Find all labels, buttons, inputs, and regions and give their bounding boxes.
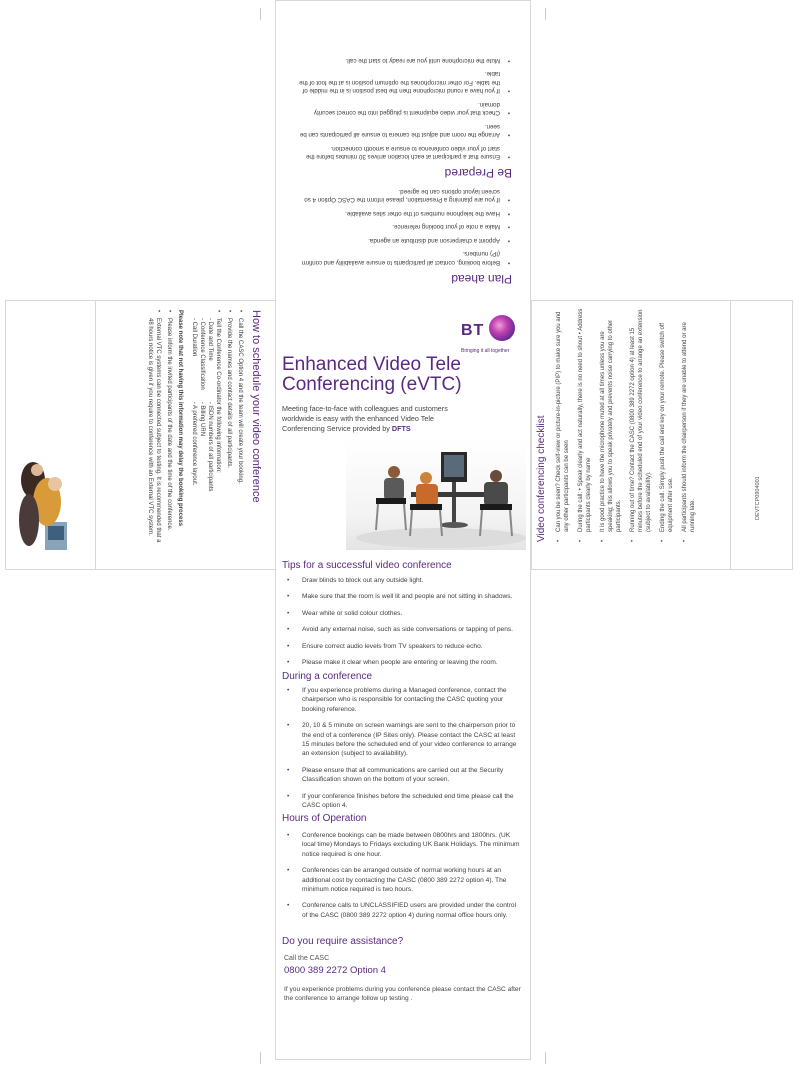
globe-icon: [489, 315, 515, 341]
list-item: • Conference calls to UNCLASSIFIED users are provided under the control of the CASC (0800 389 2272 option 4) during normal office hours only.: [282, 901, 522, 920]
right-tab-outline: [731, 300, 793, 570]
list-item: [190, 310, 222, 550]
hours-title: Hours of Operation: [282, 813, 367, 824]
meeting-photo: [346, 440, 526, 550]
plan-ahead-list: [293, 187, 512, 267]
list-item: • Mute the microphone until you are ready to start the call.: [293, 56, 512, 65]
assistance-number[interactable]: 0800 389 2272 Option 4: [284, 965, 386, 976]
list-item: • If you are planning a Presentation, please inform the CASC Option 4 so screen layout options can be agreed.: [293, 187, 512, 204]
list-item: • Conference bookings can be made between 0800hrs and 1800hrs. (UK local time) Mondays to Fridays excluding UK Bank Holidays. The minimum notice required is one hour.: [282, 831, 522, 859]
schedule-panel: [100, 300, 270, 560]
tips-list: [282, 576, 522, 674]
list-item: • Call the CASC Option 4 and the team will create your booking.: [236, 310, 244, 550]
list-item: • Have the telephone numbers of the other sites available.: [293, 209, 512, 218]
info-right: [190, 402, 214, 492]
info-item: - A preferred conference layout.: [191, 401, 197, 486]
info-intro: Tell the Conference Co-ordinator the following information:: [215, 318, 221, 473]
assistance-note: If you experience problems during you conference please contact the CASC after the conference to arrange follow up testing .: [284, 986, 521, 1003]
info-item: - Call Duration: [191, 318, 197, 357]
list-item: • External VTC systems can be connected subject to testing. It is recommended that a 48 hours notice is given if you require to conference with an External VTC system.: [146, 310, 162, 550]
be-prepared-title: Be Prepared: [444, 166, 512, 181]
checklist-panel: [530, 300, 730, 550]
schedule-notes: [146, 310, 173, 550]
list-item: • Make a note of your booking reference.: [293, 222, 512, 231]
list-item: • If your conference finishes before the scheduled end time please call the CASC option 4.: [282, 792, 522, 811]
checklist-list: [555, 308, 697, 542]
trim-mark: [260, 1052, 261, 1064]
list-item: • Appoint a chairperson and distribute an agenda.: [293, 236, 512, 245]
list-item: • During the call: • Speak clearly and act naturally, there is no need to shout • Address participants clearly by name: [577, 308, 593, 542]
logo-text: BT: [461, 322, 485, 339]
list-item: • Can you be seen? Check self-view or picture-in-picture (PIP) to make sure you and any other participants can be seen: [555, 308, 571, 542]
list-item: • Please ensure that all communications are carried out at the Security Classification shown on the bottom of your screen.: [282, 766, 522, 785]
be-prepared-list: [293, 56, 512, 161]
list-item: • Avoid any external noise, such as side conversations or tapping of pens.: [282, 625, 522, 634]
list-item: • Conferences can be arranged outside of normal working hours at an additional cost by contacting the CASC (0800 389 2272 option 4). The minimum notice required is two hours.: [282, 866, 522, 894]
info-left: [190, 318, 214, 390]
list-item: • Please inform the invited participants of the date and the time of the conference.: [165, 310, 173, 550]
list-item: • Ensure correct audio levels from TV speakers to reduce echo.: [282, 642, 522, 651]
list-item: • Wear white or solid colour clothes.: [282, 609, 522, 618]
info-columns: [190, 318, 214, 550]
list-item: • Running out of time? Contact the CASC (0800 389 2272 option 4) at least 15 minutes before the scheduled end of your video conference to arrange an extension (subject to availability).: [629, 308, 653, 542]
document-code: DEVTCP0904001: [755, 476, 761, 520]
trim-mark: [260, 8, 261, 20]
list-item: • Make sure that the room is well lit and people are not sitting in shadows.: [282, 592, 522, 601]
intro-provider: DFTS: [391, 424, 411, 433]
list-item: • All participants should inform the chairperson if they are unable to attend or are running late.: [681, 308, 697, 542]
intro-text: [282, 404, 452, 434]
list-item: • Ensure that a participant at each location arrives 30 minutes before the start of your video conference to ensure a smooth connection.: [293, 144, 512, 161]
plan-ahead-title: Plan ahead: [451, 272, 512, 286]
checklist-title: Video conferencing checklist: [536, 415, 547, 542]
list-item: • Ending the call. Simply push the call end key on your remote. Please switch off equipment after use.: [659, 308, 675, 542]
schedule-notice: Please note that not having this information may delay the booking process: [177, 310, 183, 527]
list-item: • Before booking, contact all participants to ensure availability and confirm (IP) numbers.: [293, 249, 512, 266]
main-panel: [276, 300, 531, 1060]
bt-logo: [461, 310, 531, 354]
during-list: [282, 686, 522, 817]
schedule-list: [190, 310, 244, 550]
page-title: Enhanced Video Tele Conferencing (eVTC): [282, 354, 462, 395]
logo-tagline: Bringing it all together: [461, 348, 510, 354]
during-title: During a conference: [282, 671, 373, 682]
top-flap: [275, 0, 530, 300]
list-item: • If you experience problems during a Managed conference, contact the chairperson who is responsible for contacting the CASC quoting your booking reference.: [282, 686, 522, 714]
list-item: • It is good practice to have the microphone muted at all times unless you are speaking; this allows you to speak privately and prevents noise carrying to other participants.: [599, 308, 623, 542]
trim-mark: [545, 1052, 546, 1064]
list-item: • Draw blinds to block out any outside light.: [282, 576, 522, 585]
assistance-call: Call the CASC: [284, 955, 330, 962]
intro-body: Meeting face-to-face with colleagues and customers worldwide is easy with the enhanced Video Tele Conferencing Service provided by: [282, 404, 448, 433]
tips-title: Tips for a successful video conference: [282, 560, 452, 571]
list-item: • Provide the names and contact details of all participants.: [225, 310, 233, 550]
people-photo: [15, 450, 73, 565]
info-item: - Date and Time: [207, 318, 213, 361]
info-item: - ISDN numbers of all participants: [207, 401, 213, 492]
list-item: • Please make it clear when people are entering or leaving the room.: [282, 658, 522, 667]
info-item: - Billing URN: [199, 401, 205, 437]
list-item: • Check that your video equipment is plugged into the correct security domain.: [293, 100, 512, 117]
info-item: - Conference Classification: [199, 318, 205, 390]
assistance-title: Do you require assistance?: [282, 936, 404, 947]
list-item: • Arrange the room and adjust the camera to ensure all participants can be seen.: [293, 122, 512, 139]
list-item: • 20, 10 & 5 minute on screen warnings are sent to the chairperson prior to the end of a conference (IP Sites only). Please contact the CASC at least 15 minutes before the scheduled end of your video conference to arrange an extension (subject to availability).: [282, 721, 522, 759]
list-item: • If you have a round microphone then the best position is in the middle of the table. For other microphones the optimum position is at the foot of the table.: [293, 69, 512, 95]
trim-mark: [545, 8, 546, 20]
schedule-title: How to schedule your video conference: [250, 310, 262, 503]
hours-list: [282, 831, 522, 927]
